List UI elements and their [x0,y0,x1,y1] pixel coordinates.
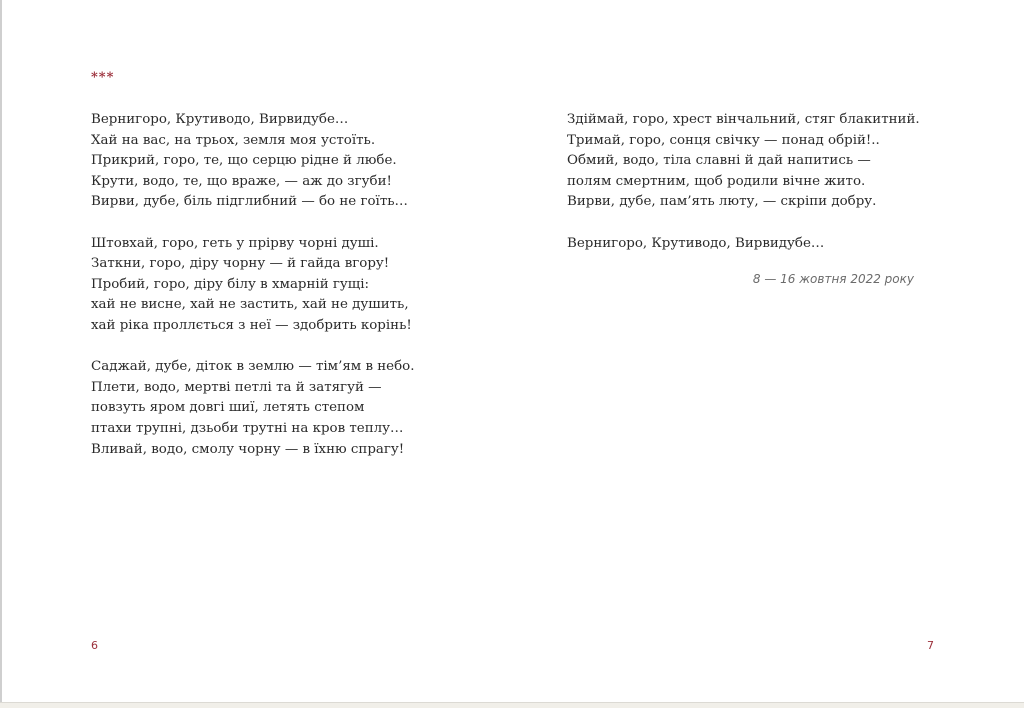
poem-line: Вирви, дубе, пам’ять люту, — скріпи добру. [567,194,877,210]
stanza [567,110,920,213]
page-number: 7 [927,639,934,652]
poem-line: Вливай, водо, смолу чорну — в їхню спрагу! [91,441,405,457]
poem-line: Хай на вас, на трьох, земля моя устоїть. [91,132,376,148]
poem-line: птахи трупні, дзьоби трутні на кров теплу… [91,420,404,436]
poem-line: Крути, водо, те, що враже, — аж до згуби! [91,173,392,189]
poem-body [567,110,920,275]
poem-line: Здіймай, горо, хрест вінчальний, стяг блакитний. [567,112,920,127]
poem-line: Заткни, горо, діру чорну — й гайда вгору! [91,256,390,272]
poem-line: Обмий, водо, тіла славні й дай напитись — [567,153,871,169]
poem-line: Вернигоро, Крутиводо, Вирвидубе… [567,235,825,251]
poem-date: 8 — 16 жовтня 2022 року [752,272,914,286]
poem-line: хай ріка проллється з неї — здобрить корінь! [91,317,412,333]
poem-line: Прикрий, горо, те, що серцю рідне й любе. [91,153,397,169]
poem-line: Плети, водо, мертві петлі та й затягуй — [91,379,382,395]
poem-body [91,110,414,481]
stanza [567,234,920,255]
section-ornament: *** [91,70,115,85]
poem-line: повзуть яром довгі шиї, летять степом [91,400,365,416]
poem-line: хай не висне, хай не застить, хай не душить, [91,297,409,313]
poem-line: Пробий, горо, діру білу в хмарній гущі: [91,276,370,292]
poem-line: Вирви, дубе, біль підглибний — бо не гоїть… [91,194,408,210]
book-bottom-edge [0,702,1024,708]
right-page [512,0,1024,702]
poem-line: Вернигоро, Крутиводо, Вирвидубе… [91,112,349,127]
left-page [2,0,512,702]
page-number: 6 [91,639,98,652]
poem-line: Тримай, горо, сонця свічку — понад обрій!.. [567,132,880,148]
stanza [91,357,414,460]
poem-line: Штовхай, горо, геть у прірву чорні душі. [91,235,379,251]
stanza [91,234,414,337]
poem-line: Саджай, дубе, діток в землю — тім’ям в небо. [91,359,415,375]
poem-line: полям смертним, щоб родили вічне жито. [567,173,866,189]
stanza [91,110,414,213]
